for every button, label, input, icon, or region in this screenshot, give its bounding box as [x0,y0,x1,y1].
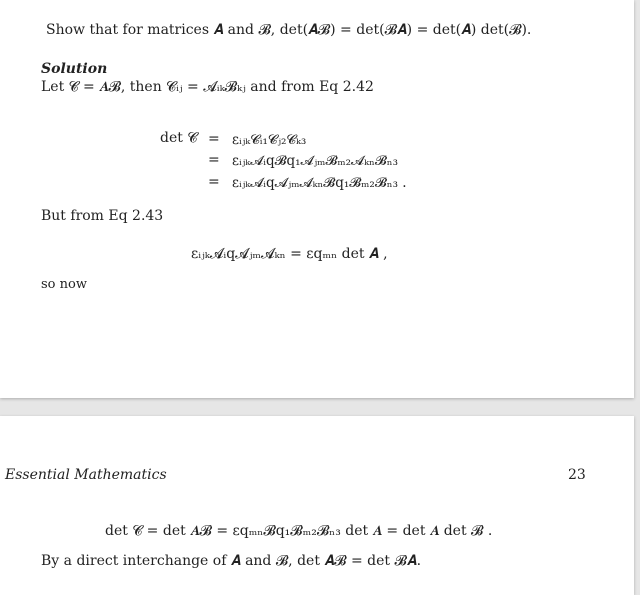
derivation-row-1: εᵢⱼₖ𝓒ᵢ₁𝓒ⱼ₂𝓒ₖ₃ [232,132,307,148]
derivation-equals-2: = [208,152,220,168]
but-from-text: But from Eq 2.43 [41,208,164,224]
solution-intro: Let 𝓒 = 𝑨𝓑, then 𝓒ᵢⱼ = 𝓐ᵢₖ𝓑ₖⱼ and from Eq 2.42 [41,79,374,95]
solution-heading: Solution [41,61,108,77]
derivation-equals-3: = [208,174,220,190]
page-number: 23 [568,467,586,483]
conclusion-text: By a direct interchange of 𝑨 and 𝓑, det 𝑨𝓑 = det 𝓑𝑨. [41,553,422,569]
derivation-row-3: εᵢⱼₖ𝓐ᵢq𝓐ⱼₘ𝓐ₖₙ𝓑q₁𝓑ₘ₂𝓑ₙ₃ . [232,175,407,191]
problem-statement: Show that for matrices 𝑨 and 𝓑, det(𝑨𝓑) = det(𝓑𝑨) = det(𝑨) det(𝓑). [46,22,532,38]
page-lower [0,416,634,595]
so-now-text: so now [41,277,87,292]
derivation-lhs: det 𝓒 [160,130,198,146]
derivation-equals-1: = [208,131,220,147]
running-title: Essential Mathematics [5,467,167,483]
result-equation: det 𝓒 = det 𝑨𝓑 = εqₘₙ𝓑q₁𝓑ₘ₂𝓑ₙ₃ det 𝑨 = det 𝑨 det 𝓑 . [105,523,493,539]
derivation-row-2: εᵢⱼₖ𝓐ᵢq𝓑q₁𝓐ⱼₘ𝓑ₘ₂𝓐ₖₙ𝓑ₙ₃ [232,153,399,169]
identity-equation: εᵢⱼₖ𝓐ᵢq𝓐ⱼₘ𝓐ₖₙ = εqₘₙ det 𝑨 , [191,246,388,262]
